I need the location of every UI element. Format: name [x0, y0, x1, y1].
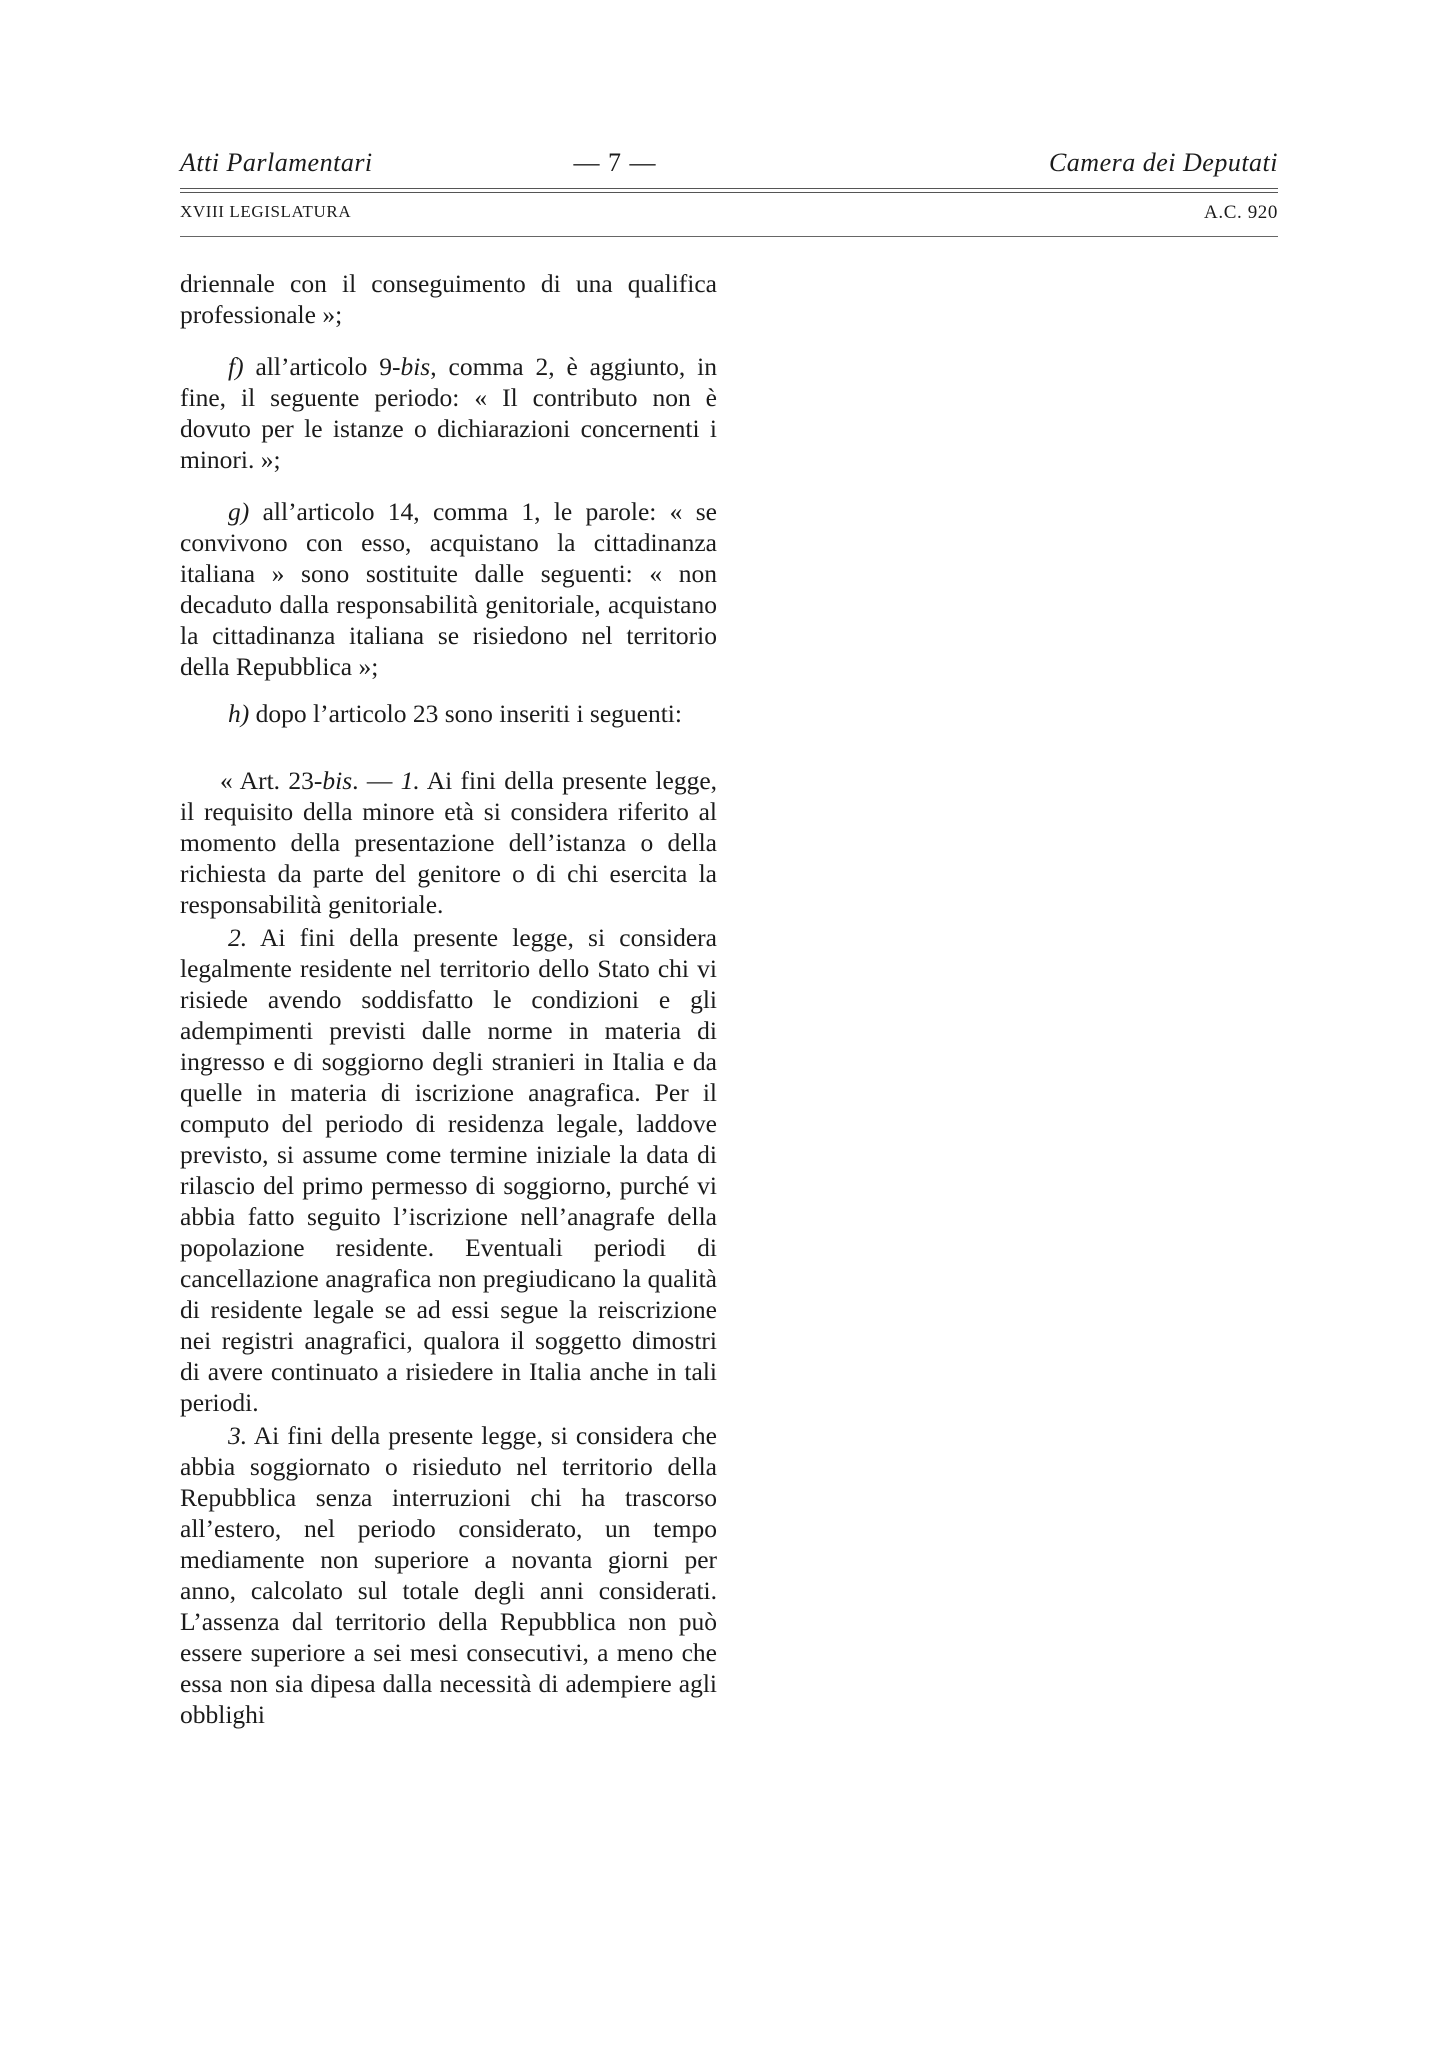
- header-single-rule: [180, 236, 1278, 237]
- letter-h-label: h): [228, 699, 250, 728]
- article-23bis-comma-2: 2. Ai fini della presente legge, si considera legalmente residente nel territorio dello Stato chi vi risiede avendo soddisfatto le condizioni e gli adempimenti previsti dalle norme in materia di ingresso e di soggiorno degli stranieri in Italia e da quelle in materia di iscrizione anagrafica. Per il computo del periodo di residenza legale, laddove previsto, si assume come termine iniziale la data di rilascio del primo permesso di soggiorno, purché vi abbia fatto seguito l’iscrizione nell’anagrafe della popolazione residente. Eventuali periodi di cancellazione anagrafica non pregiudicano la qualità di residente legale se ad essi segue la reiscrizione nei registri anagrafici, qualora il soggetto dimostri di avere continuato a risiedere in Italia anche in tali periodi.: [180, 923, 717, 1417]
- comma-3-number: 3.: [228, 1421, 248, 1450]
- paragraph-continuation: driennale con il conseguimento di una qualifica professionale »;: [180, 269, 717, 329]
- paragraph-letter-g: g) all’articolo 14, comma 1, le parole: « se convivono con esso, acquistano la cittadinanza italiana » sono sostituite dalle seguenti: « non decaduto dalla responsabilità genitoriale, acquistano la cittadinanza italiana se risiedono nel territorio della Repubblica »;: [180, 497, 717, 681]
- comma-1-number: 1.: [400, 766, 420, 795]
- header-chamber-name: Camera dei Deputati: [1048, 148, 1278, 177]
- page-number: — 7 —: [573, 148, 657, 177]
- comma-2-number: 2.: [228, 923, 248, 952]
- act-code: A.C. 920: [1204, 202, 1278, 223]
- article-23bis-comma-3: 3. Ai fini della presente legge, si considera che abbia soggiornato o risieduto nel territorio della Repubblica senza interruzioni chi ha trascorso all’estero, nel periodo considerato, un tempo mediamente non superiore a novanta giorni per anno, calcolato sul totale degli anni considerati. L’assenza dal territorio della Repubblica non può essere superiore a sei mesi consecutivi, a meno che essa non sia dipesa dalla necessità di adempiere agli obblighi: [180, 1421, 717, 1729]
- text-column: [180, 268, 717, 1730]
- article-23bis-comma-1: « Art. 23-bis. — 1. Ai fini della presente legge, il requisito della minore età si considera riferito al momento della presentazione dell’istanza o della richiesta da parte del genitore o di chi esercita la responsabilità genitoriale.: [180, 766, 718, 919]
- letter-g-label: g): [228, 497, 250, 526]
- paragraph-letter-h: h) dopo l’articolo 23 sono inseriti i seguenti:: [228, 699, 682, 728]
- paragraph-letter-f: f) all’articolo 9-bis, comma 2, è aggiunto, in fine, il seguente periodo: « Il contributo non è dovuto per le istanze o dichiarazioni concernenti i minori. »;: [180, 352, 717, 474]
- letter-f-label: f): [228, 352, 244, 381]
- header-bottom-row: [180, 202, 1278, 226]
- header-publication-title: Atti Parlamentari: [180, 148, 373, 177]
- header-top-row: [180, 148, 1278, 184]
- legislature-label: XVIII LEGISLATURA: [180, 202, 352, 221]
- header-double-rule: [180, 188, 1278, 193]
